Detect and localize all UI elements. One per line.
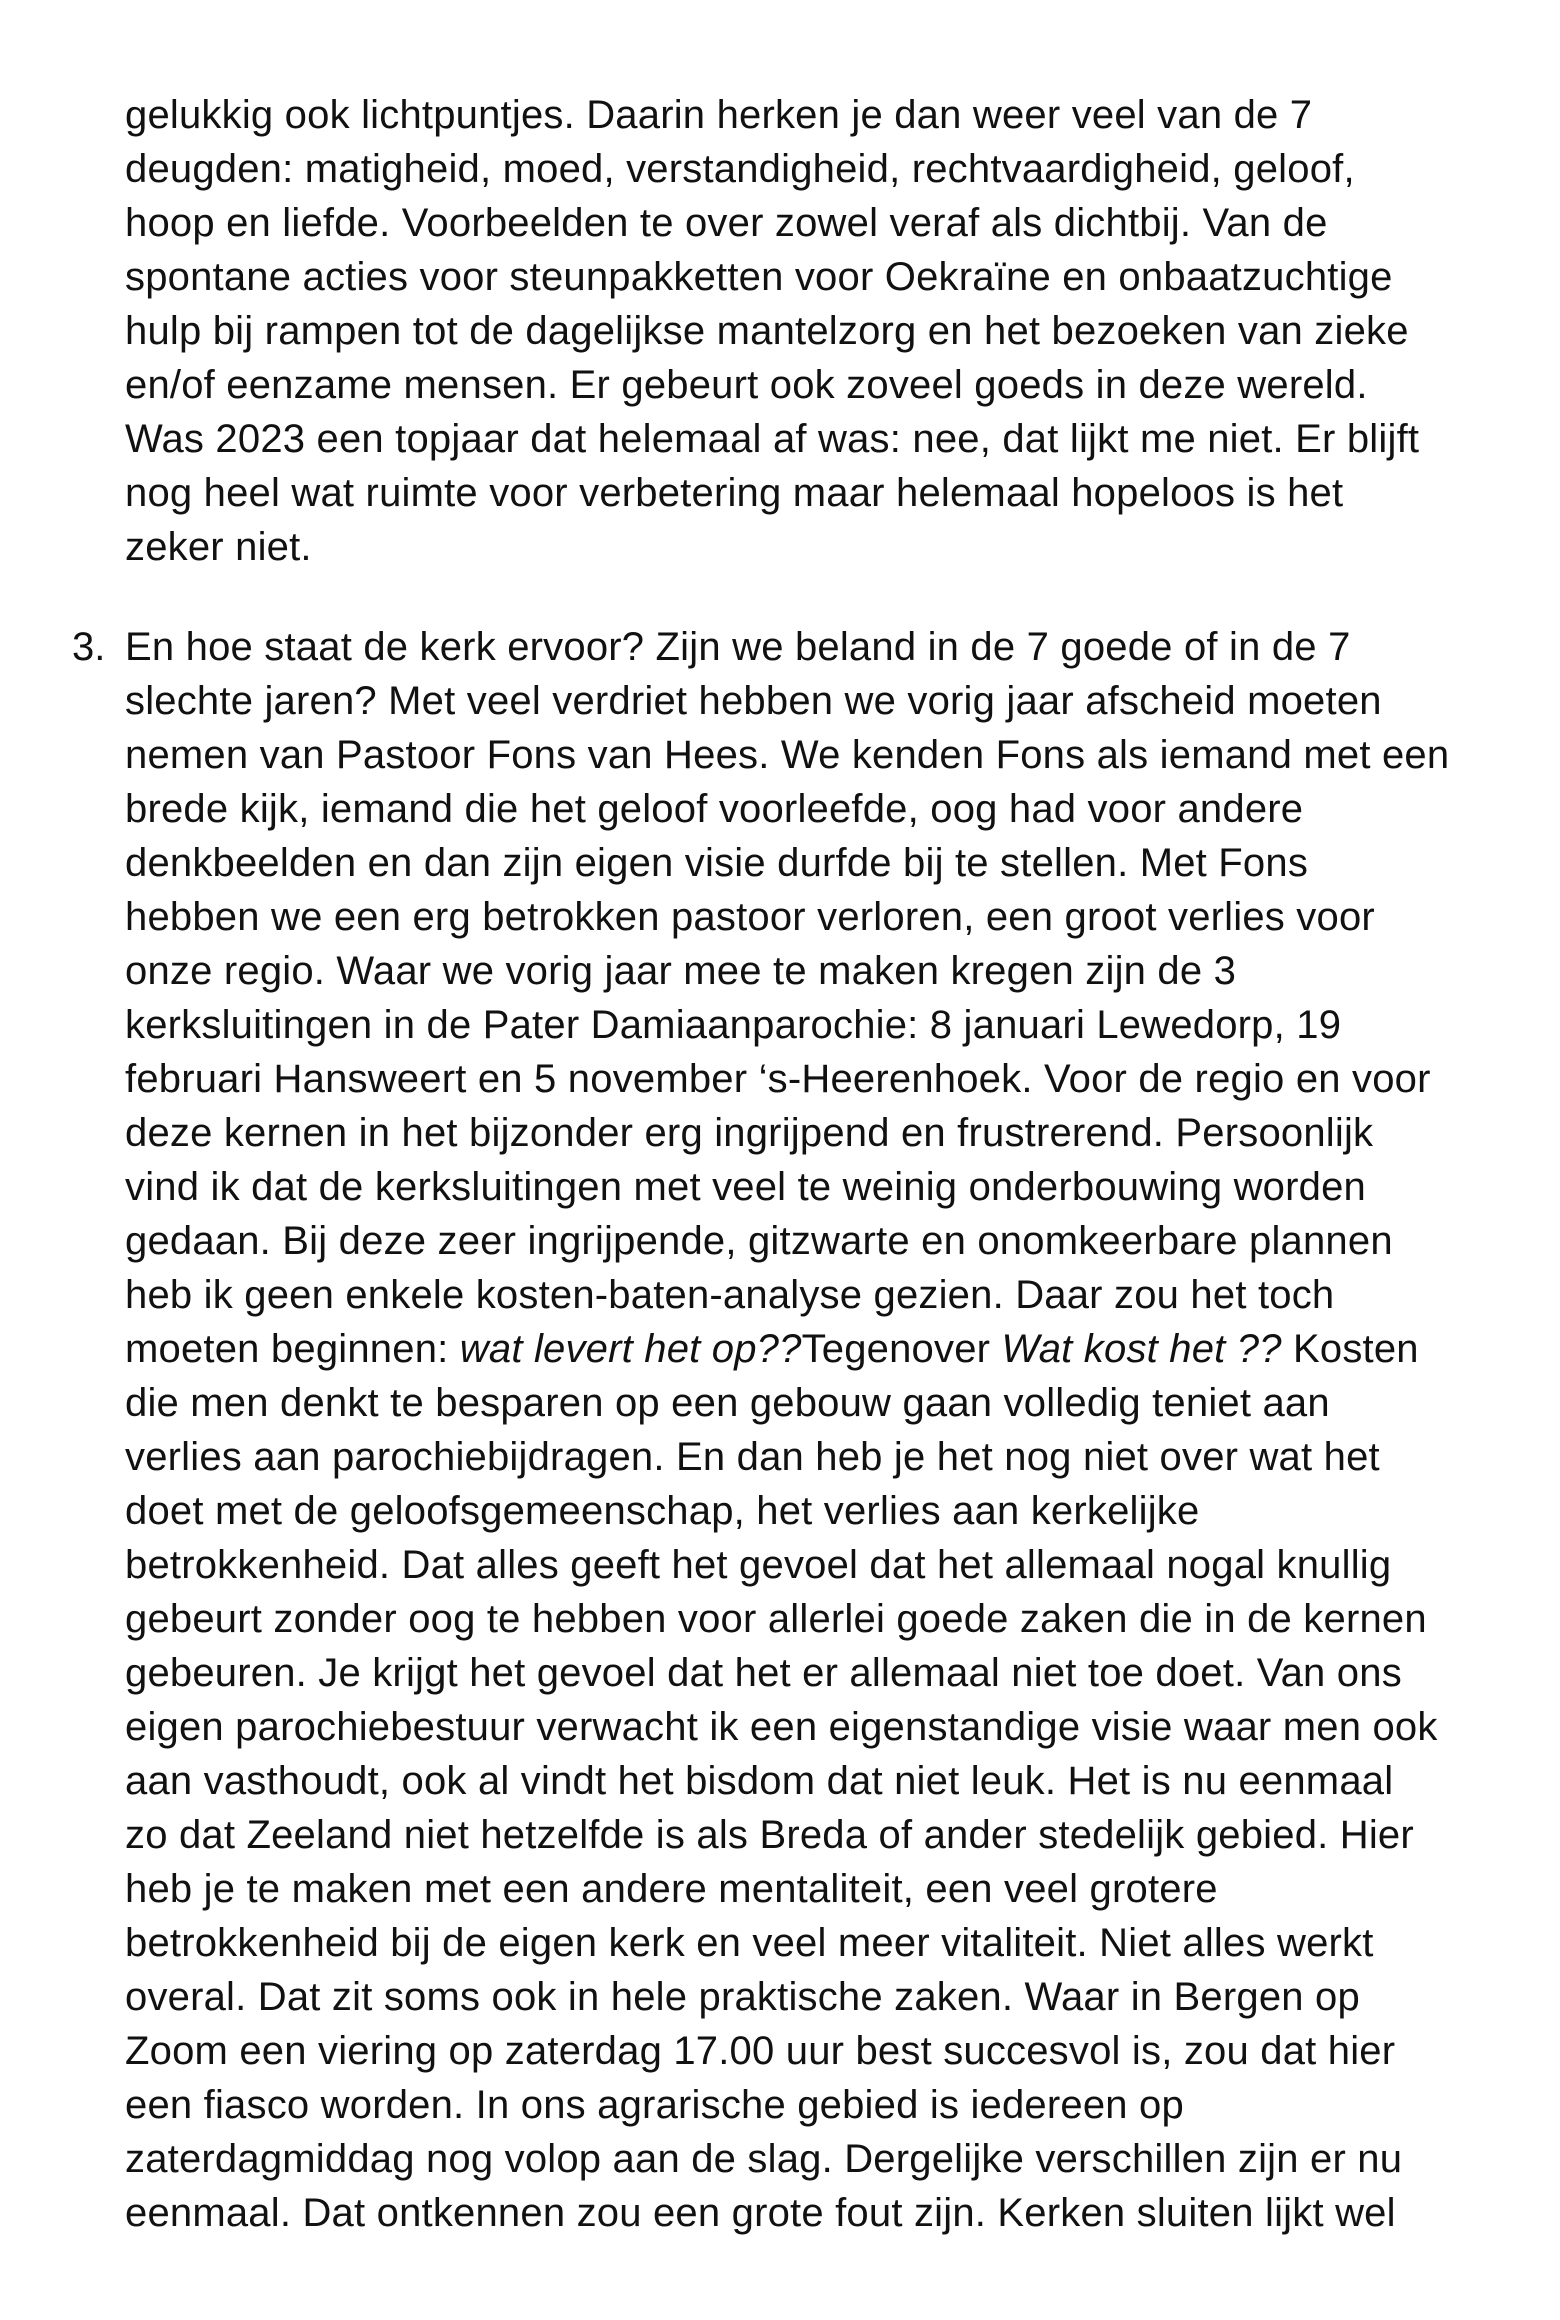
text-line: gebeuren. Je krijgt het gevoel dat het er allemaal niet toe doet. Van ons	[125, 1651, 1402, 1695]
text-line: heb ik geen enkele kosten-baten-analyse gezien. Daar zou het toch	[125, 1273, 1335, 1317]
text-line: betrokkenheid. Dat alles geeft het gevoel dat het allemaal nogal knullig	[125, 1543, 1392, 1587]
text-line: nemen van Pastoor Fons van Hees. We kenden Fons als iemand met een	[125, 733, 1450, 777]
text-line: doet met de geloofsgemeenschap, het verlies aan kerkelijke	[125, 1489, 1200, 1533]
text-line: overal. Dat zit soms ook in hele praktische zaken. Waar in Bergen op	[125, 1975, 1360, 2019]
text-line: deze kernen in het bijzonder erg ingrijpend en frustrerend. Persoonlijk	[125, 1111, 1374, 1155]
list-item-3-paragraph	[125, 620, 1465, 2240]
text-line: zo dat Zeeland niet hetzelfde is als Breda of ander stedelijk gebied. Hier	[125, 1813, 1414, 1857]
text-line: kerksluitingen in de Pater Damiaanparochie: 8 januari Lewedorp, 19	[125, 1003, 1342, 1047]
text-line: spontane acties voor steunpakketten voor Oekraïne en onbaatzuchtige	[125, 255, 1393, 299]
text-line: zaterdagmiddag nog volop aan de slag. Dergelijke verschillen zijn er nu	[125, 2137, 1403, 2181]
text-line: onze regio. Waar we vorig jaar mee te maken kregen zijn de 3	[125, 949, 1237, 993]
text-line: aan vasthoudt, ook al vindt het bisdom dat niet leuk. Het is nu eenmaal	[125, 1759, 1394, 1803]
list-item-number: 3.	[72, 625, 106, 669]
text-span: Kosten	[1281, 1327, 1419, 1371]
text-line: hebben we een erg betrokken pastoor verloren, een groot verlies voor	[125, 895, 1375, 939]
text-line: betrokkenheid bij de eigen kerk en veel meer vitaliteit. Niet alles werkt	[125, 1921, 1374, 1965]
text-line: nog heel wat ruimte voor verbetering maar helemaal hopeloos is het	[125, 471, 1344, 515]
text-line: slechte jaren? Met veel verdriet hebben we vorig jaar afscheid moeten	[125, 679, 1382, 723]
text-line: Zoom een viering op zaterdag 17.00 uur best succesvol is, zou dat hier	[125, 2029, 1396, 2073]
text-line: vind ik dat de kerksluitingen met veel te weinig onderbouwing worden	[125, 1165, 1366, 1209]
text-line: eigen parochiebestuur verwacht ik een eigenstandige visie waar men ook	[125, 1705, 1438, 1749]
text-line-with-italics	[125, 1322, 1465, 1376]
text-line: verlies aan parochiebijdragen. En dan heb je het nog niet over wat het	[125, 1435, 1380, 1479]
text-line: gedaan. Bij deze zeer ingrijpende, gitzwarte en onomkeerbare plannen	[125, 1219, 1393, 1263]
paragraph-continued	[125, 88, 1465, 574]
italic-question-1: wat levert het op??	[459, 1327, 802, 1371]
text-line: een fiasco worden. In ons agrarische gebied is iedereen op	[125, 2083, 1184, 2127]
text-line: gebeurt zonder oog te hebben voor allerlei goede zaken die in de kernen	[125, 1597, 1427, 1641]
text-line: februari Hansweert en 5 november ‘s-Heerenhoek. Voor de regio en voor	[125, 1057, 1431, 1101]
text-line: brede kijk, iemand die het geloof voorleefde, oog had voor andere	[125, 787, 1304, 831]
text-line: hulp bij rampen tot de dagelijkse mantelzorg en het bezoeken van zieke	[125, 309, 1409, 353]
text-line: denkbeelden en dan zijn eigen visie durfde bij te stellen. Met Fons	[125, 841, 1309, 885]
text-line: heb je te maken met een andere mentaliteit, een veel grotere	[125, 1867, 1218, 1911]
text-span: moeten beginnen:	[125, 1327, 460, 1371]
text-line: deugden: matigheid, moed, verstandigheid, rechtvaardigheid, geloof,	[125, 147, 1355, 191]
text-line: eenmaal. Dat ontkennen zou een grote fout zijn. Kerken sluiten lijkt wel	[125, 2191, 1396, 2235]
text-line: Was 2023 een topjaar dat helemaal af was: nee, dat lijkt me niet. Er blijft	[125, 417, 1420, 461]
text-span: Tegenover	[801, 1327, 1002, 1371]
text-line: En hoe staat de kerk ervoor? Zijn we beland in de 7 goede of in de 7	[125, 625, 1351, 669]
text-line: en/of eenzame mensen. Er gebeurt ook zoveel goeds in deze wereld.	[125, 363, 1368, 407]
text-line: zeker niet.	[125, 525, 312, 569]
text-line: die men denkt te besparen op een gebouw gaan volledig teniet aan	[125, 1381, 1330, 1425]
text-line: hoop en liefde. Voorbeelden te over zowel veraf als dichtbij. Van de	[125, 201, 1328, 245]
italic-question-2: Wat kost het ??	[1001, 1327, 1282, 1371]
text-line: gelukkig ook lichtpuntjes. Daarin herken je dan weer veel van de 7	[125, 93, 1313, 137]
